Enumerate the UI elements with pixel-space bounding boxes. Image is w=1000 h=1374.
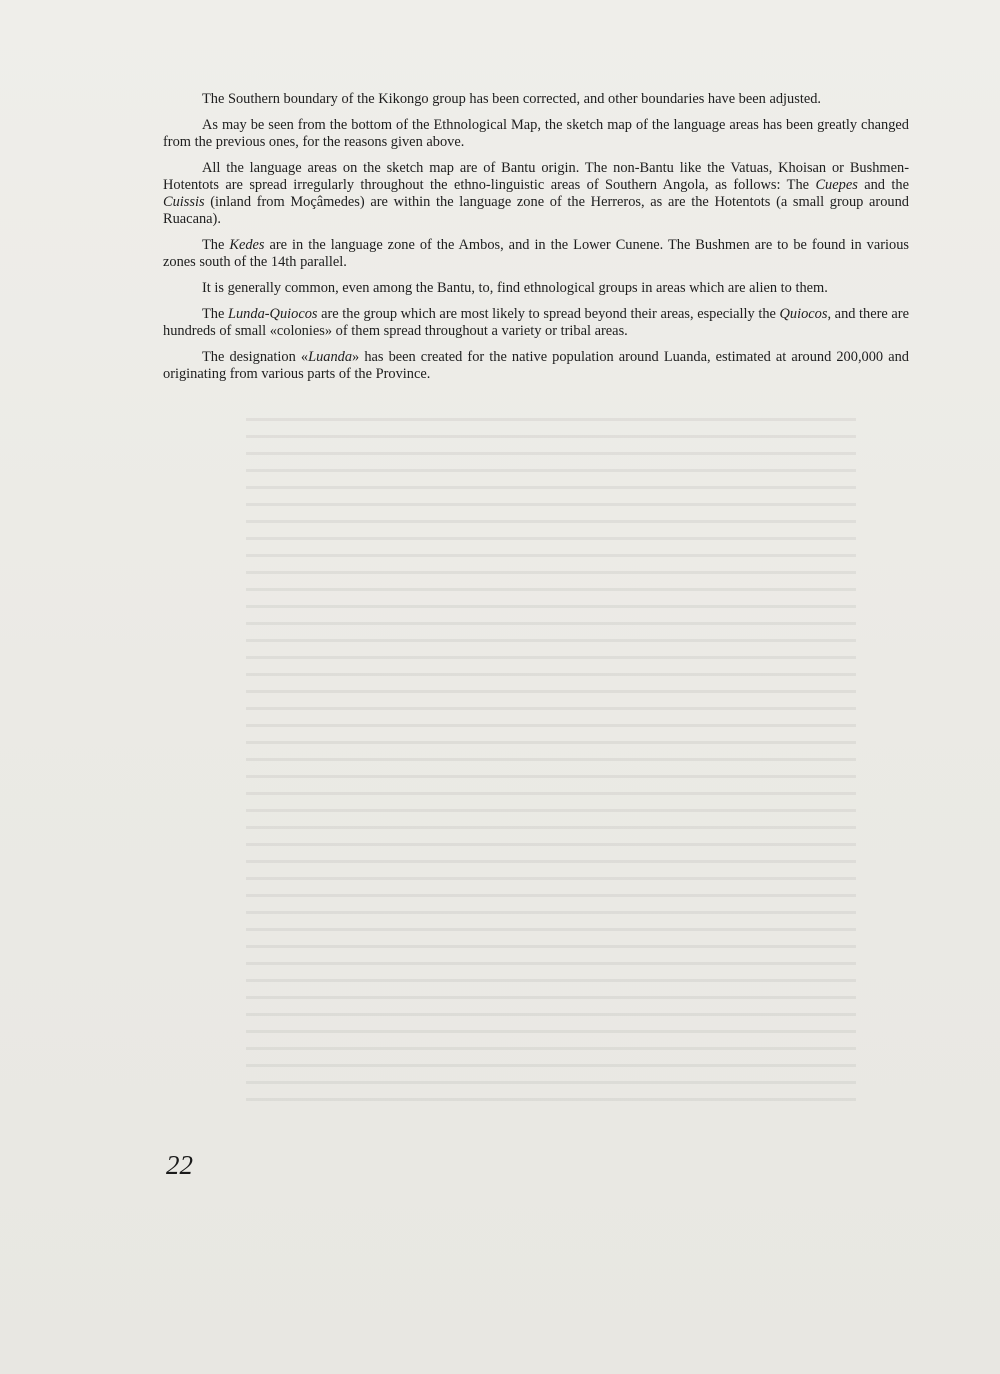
- text-run: The designation «: [202, 349, 309, 365]
- text-run: are in the language zone of the Ambos, and in the Lower Cunene. The Bushmen are to be found in various zones south of the 14th parallel.: [163, 237, 909, 270]
- italic-term: Cuepes: [815, 177, 858, 193]
- text-run: As may be seen from the bottom of the Ethnological Map, the sketch map of the language areas has been greatly changed from the previous ones, for the reasons given above.: [163, 117, 909, 150]
- text-run: , and there are hundreds of small «colonies» of them spread throughout a variety or tribal areas.: [163, 306, 909, 339]
- paragraph: [163, 117, 909, 151]
- italic-term: Luanda: [308, 349, 353, 365]
- text-run: It is generally common, even among the Bantu, to, find ethnological groups in areas which are alien to them.: [202, 280, 828, 296]
- text-run: » has been created for the native population around Luanda, estimated at around 200,000 and originating from various parts of the Province.: [163, 349, 909, 382]
- paragraph: [163, 349, 909, 383]
- text-run: The: [202, 306, 228, 322]
- paragraph: [163, 280, 909, 297]
- paragraph: [163, 160, 909, 228]
- text-run: All the language areas on the sketch map are of Bantu origin. The non-Bantu like the Vatuas, Khoisan or Bushmen-Hotentots are spread irregularly throughout the ethno-linguistic areas of Southern Angola, as follows: The: [163, 160, 909, 193]
- text-run: and the: [857, 177, 909, 193]
- paragraph: [163, 91, 909, 108]
- text-run: The Southern boundary of the Kikongo group has been corrected, and other boundaries have been adjusted.: [202, 91, 822, 107]
- italic-term: Lunda-Quiocos: [227, 306, 318, 322]
- paragraph: [163, 306, 909, 340]
- body-text: [163, 91, 909, 392]
- text-run: (inland from Moçâmedes) are within the language zone of the Herreros, as are the Hotentots (a small group around Ruacana).: [163, 194, 909, 227]
- show-through-texture: [246, 412, 856, 1112]
- italic-term: Cuissis: [163, 194, 205, 210]
- paragraph: [163, 237, 909, 271]
- text-run: are the group which are most likely to spread beyond their areas, especially the: [317, 306, 780, 322]
- italic-term: Kedes: [229, 237, 265, 253]
- page-number: 22: [166, 1150, 193, 1180]
- text-run: The: [202, 237, 230, 253]
- italic-term: Quiocos: [779, 306, 828, 322]
